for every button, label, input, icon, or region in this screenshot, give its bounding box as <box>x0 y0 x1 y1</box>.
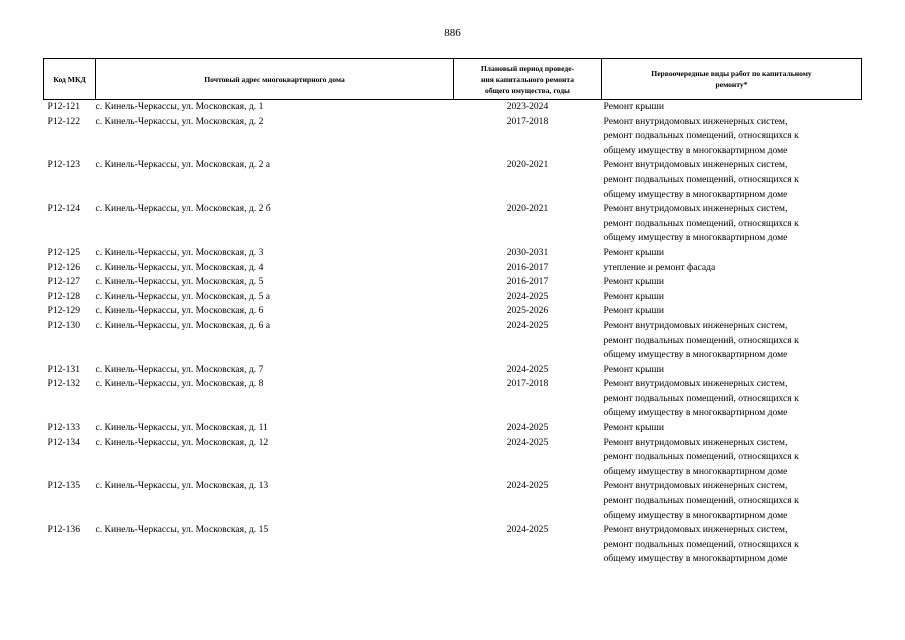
table-row <box>44 246 862 261</box>
row-works-line: утепление и ремонт фасада <box>603 261 716 273</box>
row-period: 2025-2026 <box>506 305 549 317</box>
table-row <box>44 115 862 159</box>
row-works-line: общему имуществу в многоквартирном доме <box>603 553 788 565</box>
row-period: 2016-2017 <box>506 276 549 288</box>
row-code: Р12-130 <box>47 319 81 331</box>
row-address: с. Кинель-Черкассы, ул. Московская, д. 5 а <box>95 290 271 302</box>
row-works-line: Ремонт внутридомовых инженерных систем, <box>603 203 788 215</box>
row-works-line: Ремонт внутридомовых инженерных систем, <box>603 319 788 331</box>
row-period: 2017-2018 <box>506 115 549 127</box>
row-works-line: ремонт подвальных помещений, относящихся к <box>603 173 799 185</box>
row-code: Р12-123 <box>47 159 81 171</box>
row-period: 2024-2025 <box>506 480 549 492</box>
row-works <box>602 319 862 363</box>
row-code: Р12-121 <box>47 101 81 112</box>
header-period <box>454 59 602 100</box>
row-works-line: Ремонт внутридомовых инженерных систем, <box>603 480 788 492</box>
header-code: Код МКД <box>44 59 96 100</box>
row-works <box>602 436 862 480</box>
row-code: Р12-133 <box>47 422 81 434</box>
row-works-line: Ремонт внутридомовых инженерных систем, <box>603 378 788 390</box>
row-works-line: ремонт подвальных помещений, относящихся к <box>603 392 799 404</box>
row-works-line: общему имуществу в многоквартирном доме <box>603 407 788 419</box>
row-works-line: ремонт подвальных помещений, относящихся к <box>603 130 799 142</box>
row-period: 2024-2025 <box>506 319 549 331</box>
row-code: Р12-128 <box>47 290 81 302</box>
table-body <box>44 100 862 568</box>
table-row <box>44 158 862 202</box>
row-code: Р12-122 <box>47 115 81 127</box>
row-period: 2024-2025 <box>506 524 549 536</box>
row-address: с. Кинель-Черкассы, ул. Московская, д. 4 <box>95 261 264 273</box>
table-row <box>44 363 862 378</box>
header-works <box>602 59 862 100</box>
row-works-line: Ремонт крыши <box>603 246 664 258</box>
row-address: с. Кинель-Черкассы, ул. Московская, д. 12 <box>95 436 269 448</box>
row-works-line: общему имуществу в многоквартирном доме <box>603 465 788 477</box>
row-works <box>602 202 862 246</box>
row-works <box>602 100 862 115</box>
table-row <box>44 319 862 363</box>
table-row <box>44 377 862 421</box>
row-works-line: Ремонт внутридомовых инженерных систем, <box>603 524 788 536</box>
row-period: 2030-2031 <box>506 246 549 258</box>
row-works <box>602 290 862 305</box>
row-address: с. Кинель-Черкассы, ул. Московская, д. 15 <box>95 524 269 536</box>
capital-repair-table <box>43 58 862 567</box>
row-works-line: Ремонт крыши <box>603 101 664 112</box>
row-code: Р12-126 <box>47 261 81 273</box>
header-period-line: ния капитального ремонта <box>480 74 574 84</box>
table-row <box>44 202 862 246</box>
row-address: с. Кинель-Черкассы, ул. Московская, д. 7 <box>95 363 264 375</box>
table-header <box>44 59 862 100</box>
row-address: с. Кинель-Черкассы, ул. Московская, д. 3 <box>95 246 264 258</box>
row-works-line: Ремонт внутридомовых инженерных систем, <box>603 159 788 171</box>
row-works <box>602 115 862 159</box>
row-address: с. Кинель-Черкассы, ул. Московская, д. 6 <box>95 305 264 317</box>
row-period: 2020-2021 <box>506 203 549 215</box>
row-works-line: ремонт подвальных помещений, относящихся к <box>603 217 799 229</box>
row-works <box>602 377 862 421</box>
table-row <box>44 290 862 305</box>
row-works-line: Ремонт крыши <box>603 305 664 317</box>
row-works <box>602 479 862 523</box>
row-code: Р12-132 <box>47 378 81 390</box>
row-address: с. Кинель-Черкассы, ул. Московская, д. 8 <box>95 378 264 390</box>
header-period-line: Плановый период проведе- <box>480 63 575 73</box>
row-works-line: Ремонт крыши <box>603 290 664 302</box>
row-period: 2024-2025 <box>506 436 549 448</box>
header-row <box>44 59 862 100</box>
row-code: Р12-124 <box>47 203 81 215</box>
row-works <box>602 261 862 276</box>
row-works <box>602 275 862 290</box>
table-row <box>44 421 862 436</box>
row-works-line: Ремонт внутридомовых инженерных систем, <box>603 436 788 448</box>
row-code: Р12-135 <box>47 480 81 492</box>
row-period: 2024-2025 <box>506 422 549 434</box>
row-works <box>602 363 862 378</box>
page-number: 886 <box>444 27 461 39</box>
header-period-line: общего имущества, годы <box>485 85 570 95</box>
table-row <box>44 275 862 290</box>
row-works-line: Ремонт крыши <box>603 422 664 434</box>
row-works-line: Ремонт крыши <box>603 276 664 288</box>
row-works-line: общему имуществу в многоквартирном доме <box>603 349 788 361</box>
row-address: с. Кинель-Черкассы, ул. Московская, д. 1 <box>95 101 264 112</box>
table-row <box>44 436 862 480</box>
header-address: Почтовый адрес многоквартирного дома <box>96 59 454 100</box>
row-address: с. Кинель-Черкассы, ул. Московская, д. 6 а <box>95 319 271 331</box>
row-works-line: ремонт подвальных помещений, относящихся к <box>603 334 799 346</box>
header-works-line: ремонту* <box>715 80 748 89</box>
row-period: 2016-2017 <box>506 261 549 273</box>
row-address: с. Кинель-Черкассы, ул. Московская, д. 2 б <box>95 203 271 215</box>
row-period: 2017-2018 <box>506 378 549 390</box>
row-works-line: общему имуществу в многоквартирном доме <box>603 232 788 244</box>
row-address: с. Кинель-Черкассы, ул. Московская, д. 13 <box>95 480 269 492</box>
row-period: 2023-2024 <box>506 101 549 112</box>
row-works <box>602 304 862 319</box>
row-code: Р12-127 <box>47 276 81 288</box>
row-works <box>602 246 862 261</box>
row-works-line: общему имуществу в многоквартирном доме <box>603 188 788 200</box>
table-row <box>44 304 862 319</box>
table-row <box>44 261 862 276</box>
row-works-line: общему имуществу в многоквартирном доме <box>603 144 788 156</box>
row-code: Р12-129 <box>47 305 81 317</box>
table-row <box>44 523 862 567</box>
row-address: с. Кинель-Черкассы, ул. Московская, д. 2 а <box>95 159 271 171</box>
row-works-line: ремонт подвальных помещений, относящихся к <box>603 451 799 463</box>
table-row <box>44 479 862 523</box>
row-code: Р12-134 <box>47 436 81 448</box>
row-address: с. Кинель-Черкассы, ул. Московская, д. 11 <box>95 422 268 434</box>
header-works-line: Первоочередные виды работ по капитальному <box>651 69 812 78</box>
row-works-line: Ремонт внутридомовых инженерных систем, <box>603 115 788 127</box>
row-period: 2024-2025 <box>506 363 549 375</box>
row-period: 2024-2025 <box>506 290 549 302</box>
row-code: Р12-125 <box>47 246 81 258</box>
table-row <box>44 100 862 115</box>
row-works-line: Ремонт крыши <box>603 363 664 375</box>
row-works <box>602 421 862 436</box>
row-code: Р12-136 <box>47 524 81 536</box>
row-works <box>602 523 862 567</box>
row-works-line: ремонт подвальных помещений, относящихся к <box>603 495 799 507</box>
row-works <box>602 158 862 202</box>
row-address: с. Кинель-Черкассы, ул. Московская, д. 2 <box>95 115 264 127</box>
row-works-line: общему имуществу в многоквартирном доме <box>603 509 788 521</box>
row-works-line: ремонт подвальных помещений, относящихся к <box>603 538 799 550</box>
row-address: с. Кинель-Черкассы, ул. Московская, д. 5 <box>95 276 264 288</box>
row-code: Р12-131 <box>47 363 81 375</box>
row-period: 2020-2021 <box>506 159 549 171</box>
